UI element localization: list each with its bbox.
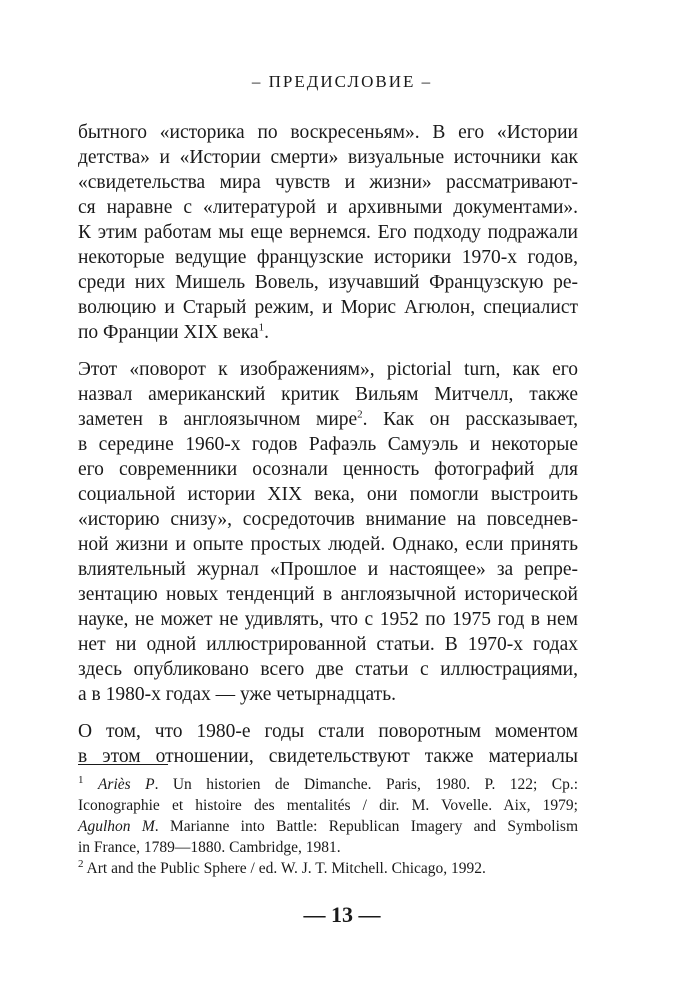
text-line: в середине 1960-х годов Рафаэль Самуэль и некоторые bbox=[78, 434, 578, 455]
footnotes bbox=[78, 774, 578, 879]
text-line: науке, не может не удивлять, что с 1952 по 1975 год в нем bbox=[78, 609, 578, 630]
text-line: нет ни одной иллюстрированной статьи. В 1970-х годах bbox=[78, 634, 578, 655]
paragraph-gap bbox=[78, 345, 578, 357]
text-line: детства» и «Истории смерти» визуальные источники как bbox=[78, 147, 578, 168]
footnote-number: 2 bbox=[78, 857, 84, 870]
text-line: влиятельный журнал «Прошлое и настоящее» за репре- bbox=[78, 559, 578, 580]
footnote-ref-1[interactable]: 1 bbox=[258, 321, 265, 334]
text-line: «свидетельства мира чувств и жизни» рассматривают- bbox=[78, 172, 578, 193]
text-line: Этот «поворот к изображениям», pictorial turn, как его bbox=[78, 359, 578, 380]
text-line: К этим работам мы еще вернемся. Его подходу подражали bbox=[78, 222, 578, 243]
text-line: ной жизни и опыте простых людей. Однако, если принять bbox=[78, 534, 578, 555]
text-fragment: по Франции XIX века bbox=[78, 322, 259, 343]
footnote-text: . Marianne into Battle: Republican Imagery and Symbolism bbox=[154, 818, 578, 835]
text-line: О том, что 1980-е годы стали поворотным моментом bbox=[78, 721, 578, 742]
footnote-author: Ariès P bbox=[97, 776, 155, 793]
footnote-text: Art and the Public Sphere / ed. W. J. T. Mitchell. Chicago, 1992. bbox=[86, 860, 486, 877]
text-line: «историю снизу», сосредоточив внимание на повседнев- bbox=[78, 509, 578, 530]
period: . bbox=[264, 322, 269, 343]
text-line: бытного «историка по воскресеньям». В его «Истории bbox=[78, 122, 578, 143]
footnote-text: . Un historien de Dimanche. Paris, 1980. P. 122; Ср.: bbox=[154, 776, 579, 793]
text-line: волюцию и Старый режим, и Морис Агюлон, специалист bbox=[78, 297, 578, 318]
paragraph-2 bbox=[78, 357, 578, 707]
footnote-number: 1 bbox=[78, 773, 84, 786]
text-fragment: заметен в англоязычном мире bbox=[78, 409, 358, 430]
text-line: некоторые ведущие французские историки 1970-х годов, bbox=[78, 247, 578, 268]
text-line: здесь опубликовано всего две статьи с иллюстрациями, bbox=[78, 659, 578, 680]
text-line: его современники осознали ценность фотографий для bbox=[78, 459, 578, 480]
paragraph-gap bbox=[78, 707, 578, 719]
footnote-author: Agulhon M bbox=[78, 818, 155, 835]
text-line: ся наравне с «литературой и архивными документами». bbox=[78, 197, 578, 218]
text-line: среди них Мишель Вовель, изучавший Французскую ре- bbox=[78, 272, 578, 293]
text-line bbox=[78, 320, 578, 345]
text-line: в этом отношении, свидетельствуют также материалы bbox=[78, 746, 578, 767]
footnote-separator bbox=[78, 764, 168, 765]
text-line: зентацию новых тенденций в англоязычной исторической bbox=[78, 584, 578, 605]
page-number: — 13 — bbox=[303, 902, 381, 927]
footnote-1-line: Iconographie et histoire des mentalités / dir. M. Vovelle. Aix, 1979; bbox=[78, 797, 578, 814]
running-head: – ПРЕДИСЛОВИЕ – bbox=[251, 72, 433, 91]
footnote-1-line bbox=[78, 816, 578, 837]
text-fragment: . Как он рассказывает, bbox=[362, 409, 578, 430]
text-line: назвал американский критик Вильям Митчелл, также bbox=[78, 384, 578, 405]
paragraph-1 bbox=[78, 120, 578, 345]
footnote-1-line bbox=[78, 774, 578, 795]
text-line bbox=[78, 407, 578, 432]
body-text bbox=[78, 120, 578, 769]
text-line: социальной истории XIX века, они помогли выстроить bbox=[78, 484, 578, 505]
footnote-2-line bbox=[78, 858, 578, 879]
footnote-1-line: in France, 1789—1880. Cambridge, 1981. bbox=[78, 839, 341, 856]
paragraph-3 bbox=[78, 719, 578, 769]
footnote-ref-2[interactable]: 2 bbox=[357, 408, 363, 421]
text-line: а в 1980-х годах — уже четырнадцать. bbox=[78, 684, 396, 705]
